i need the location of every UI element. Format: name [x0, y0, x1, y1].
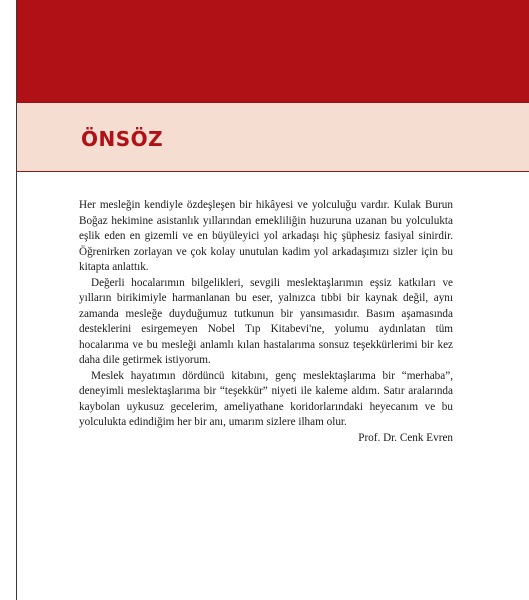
header-color-band — [17, 0, 529, 102]
page-title: ÖNSÖZ — [81, 127, 164, 151]
preface-text — [79, 198, 453, 446]
paragraph-3: Meslek hayatımın dördüncü kitabını, genç meslektaşlarıma bir “merhaba”, deneyimli meslektaşlarıma bir “teşekkür” niyeti ile kaleme aldım. Satır aralarında kaybolan uykusuz gecelerim, ameliyathane koridorlarındaki heyecanım ve bu yolculukta edindiğim her bir anı, umarım sizlere ilham olur. — [79, 369, 453, 428]
paragraph-1: Her mesleğin kendiyle özdeşleşen bir hikâyesi ve yolculuğu vardır. Kulak Burun Boğaz hekimine asistanlık yıllarından emekliliğin huzuruna uzanan bu yolculukta eşlik eden en gizemli ve en büyüleyici yol arkadaşı hiç şüphesiz fasiyal sinirdir. Öğrenirken zorlayan ve çok kolay unutulan kadim yol arkadaşımızı sizler için bu kitapta anlattık. — [79, 199, 453, 273]
title-band — [17, 102, 529, 172]
paragraph-2: Değerli hocalarımın bilgelikleri, sevgili meslektaşlarımın eşsiz katkıları ve yılların birikimiyle harmanlanan bu eser, yalnızca tıbbi bir kaynak değil, aynı zamanda mesleğe duyduğumuz tutkunun bir yansımasıdır. Basım aşamasında desteklerini esirgemeyen Nobel Tıp Kitabevi'ne, yolumu aydınlatan tüm hocalarıma ve bu mesleği anlamlı kılan hastalarıma sonsuz teşekkürlerimi bir kez daha dile getirmek istiyorum. — [79, 276, 453, 366]
author-signature: Prof. Dr. Cenk Evren — [358, 431, 453, 444]
